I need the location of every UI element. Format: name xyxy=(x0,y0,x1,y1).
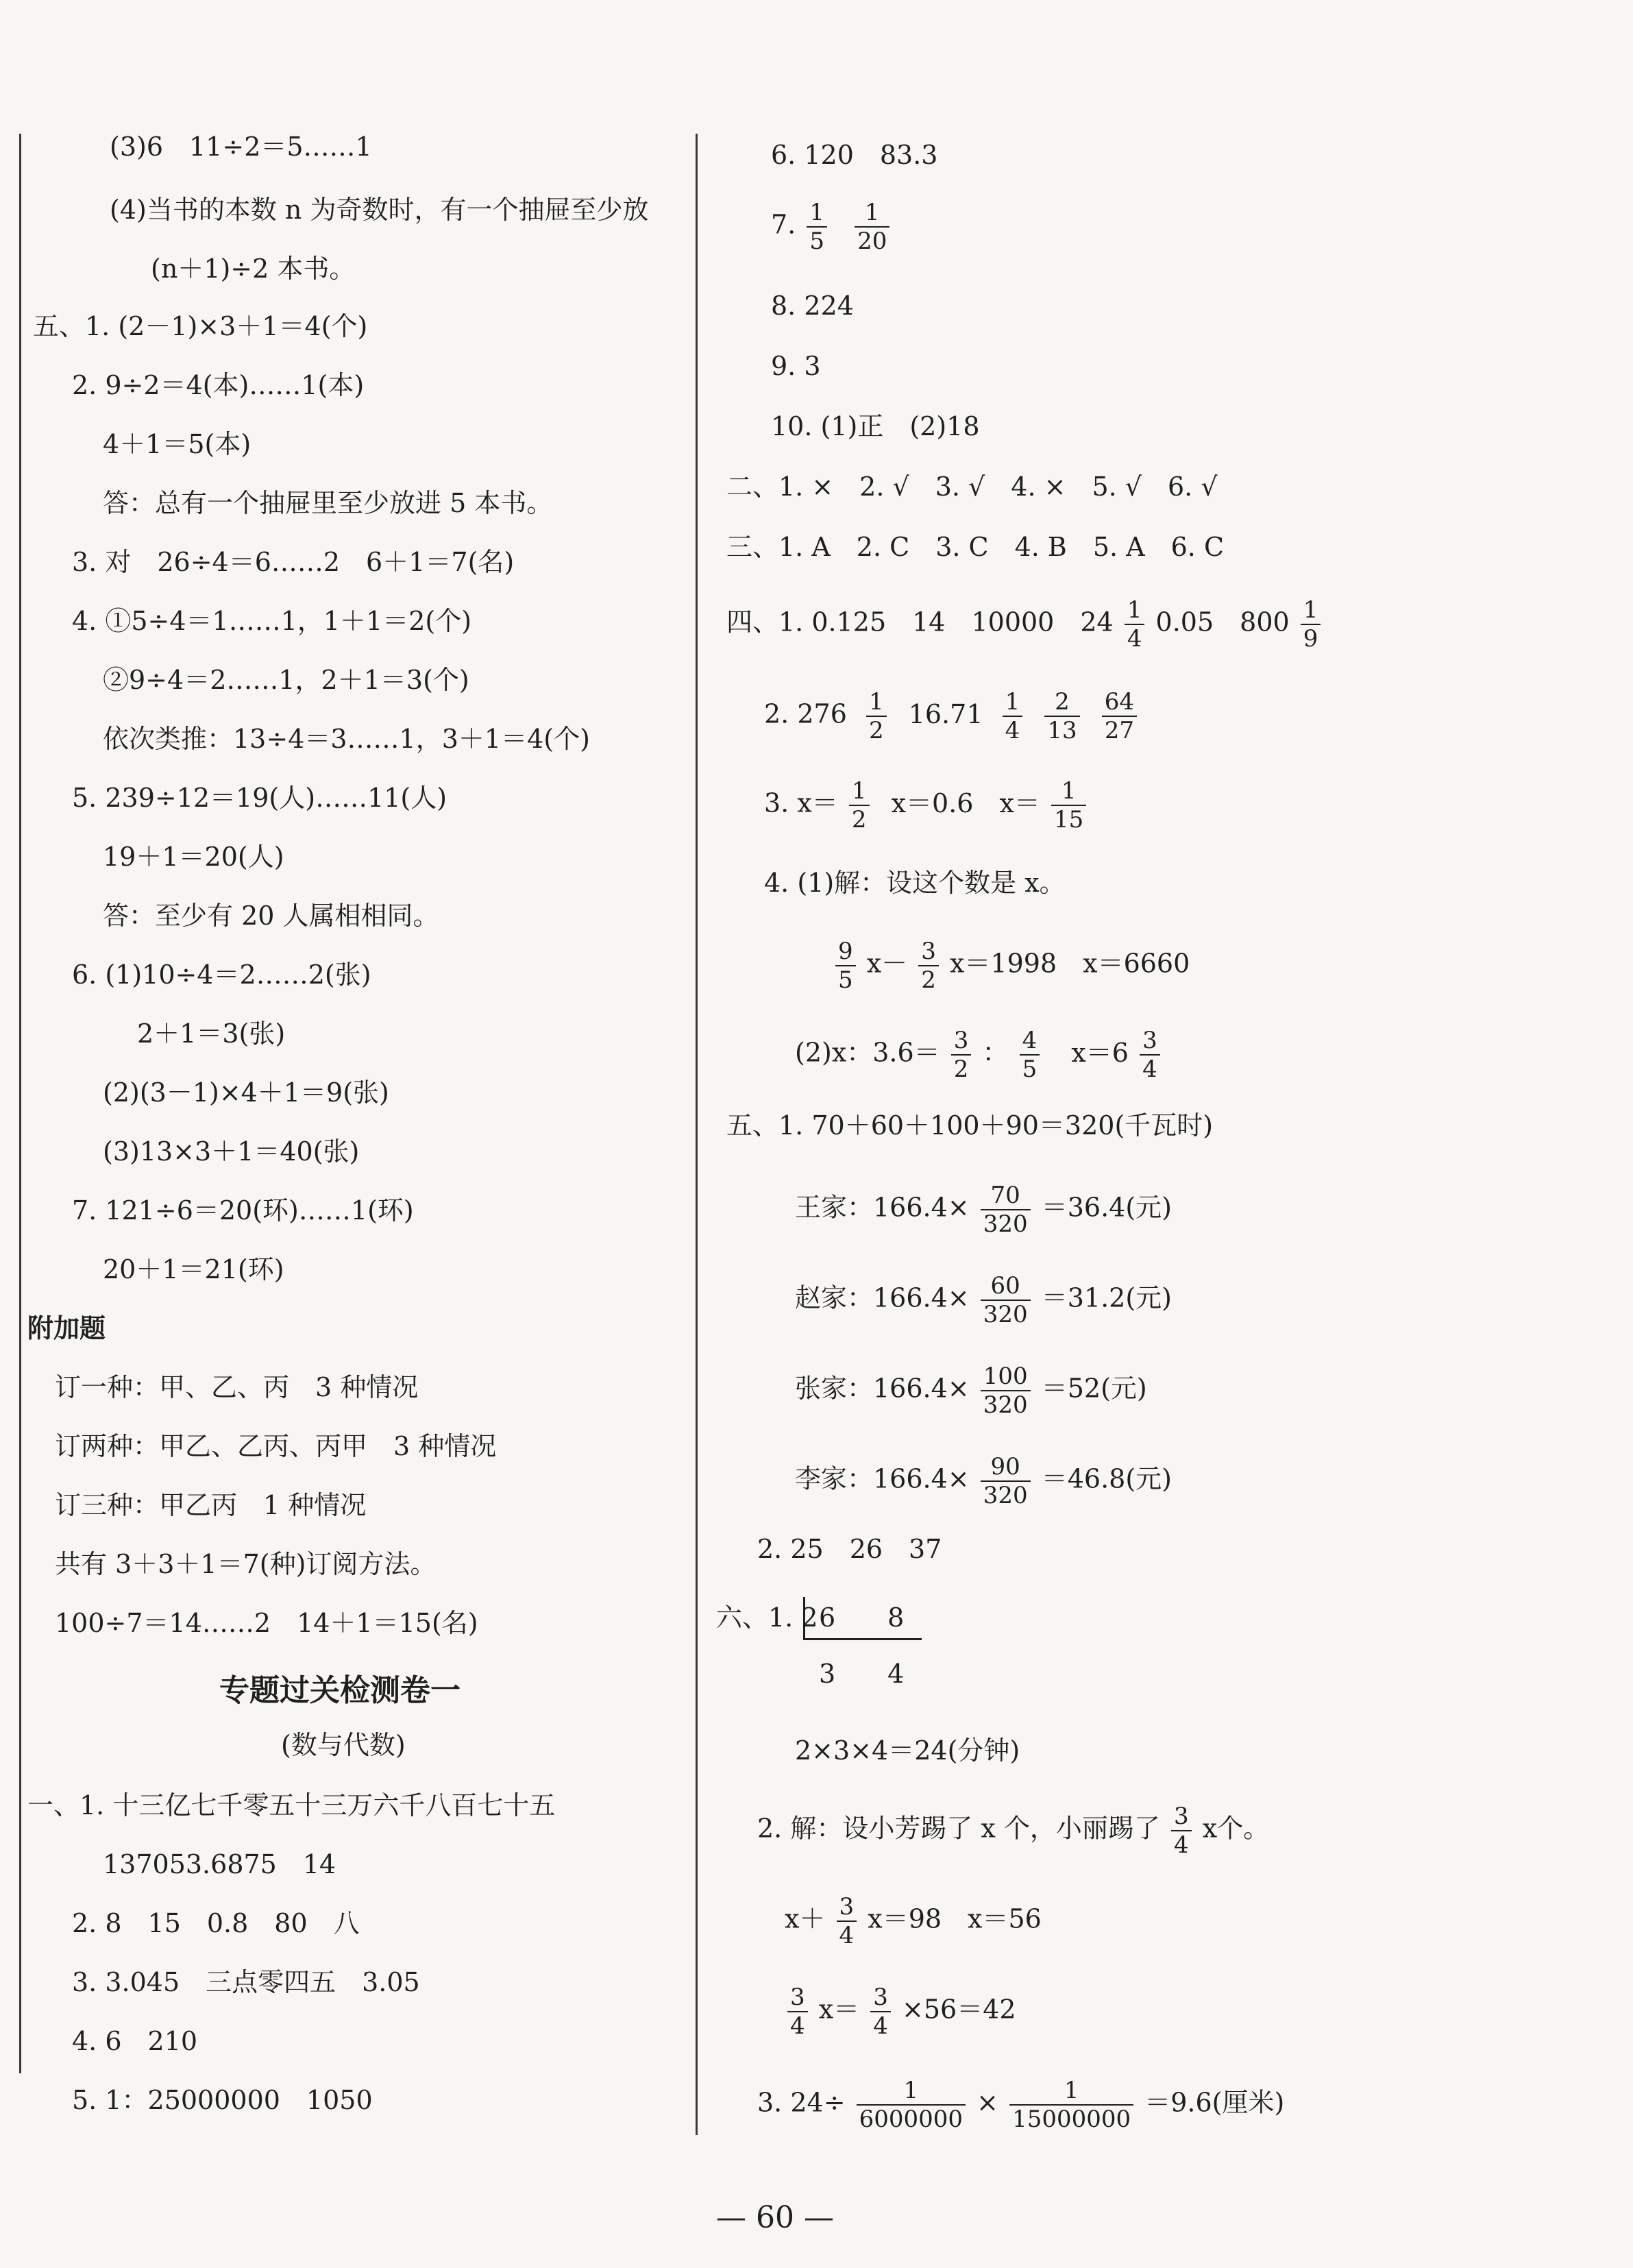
fraction: $\frac{3}{4}$ xyxy=(787,1984,808,2040)
text: 张家：166.4× xyxy=(795,1373,970,1404)
text: 3. 24÷ xyxy=(757,2087,846,2118)
fraction: $\frac{1}{20}$ xyxy=(855,199,889,255)
answer-line: 订两种：甲乙、乙丙、丙甲 3 种情况 xyxy=(55,1431,497,1461)
answer-line-fraction xyxy=(757,1803,1269,1859)
text: ： xyxy=(982,1037,1009,1068)
answer-line: (2)(3－1)×4＋1＝9(张) xyxy=(103,1077,389,1108)
fraction: $\frac{3}{4}$ xyxy=(1140,1027,1160,1083)
fraction: $\frac{1}{9}$ xyxy=(1301,596,1321,653)
answer-line: ②9÷4＝2……1，2＋1＝3(个) xyxy=(103,665,469,695)
section-title: 专题过关检测卷一 xyxy=(219,1673,461,1708)
answer-line: 4. ①5÷4＝1……1，1＋1＝2(个) xyxy=(72,606,472,636)
answer-line-fraction xyxy=(771,199,892,255)
answer-line: (3)6 11÷2＝5……1 xyxy=(110,132,372,162)
fraction: $\frac{3}{2}$ xyxy=(918,938,939,994)
fraction: $\frac{1}{4}$ xyxy=(1003,688,1023,744)
fraction: $\frac{1}{2}$ xyxy=(849,777,870,833)
answer-line: 2＋1＝3(张) xyxy=(137,1019,286,1049)
answer-line-fraction xyxy=(764,777,1089,833)
fraction: $\frac{64}{27}$ xyxy=(1102,688,1137,744)
text: x＝98 x＝56 xyxy=(868,1903,1042,1934)
text: x＝1998 x＝6660 xyxy=(950,948,1190,979)
fraction: $\frac{100}{320}$ xyxy=(981,1363,1031,1419)
answer-line: 答：至少有 20 人属相相同。 xyxy=(103,901,439,931)
answer-line-fraction xyxy=(833,938,1190,994)
answer-line: 4. (1)解：设这个数是 x。 xyxy=(764,868,1066,898)
item-label: 7. xyxy=(771,209,796,240)
answer-line: 三、1. A 2. C 3. C 4. B 5. A 6. C xyxy=(726,532,1225,562)
text: ＝36.4(元) xyxy=(1041,1192,1172,1223)
answer-line: 100÷7＝14……2 14＋1＝15(名) xyxy=(55,1608,478,1638)
text: ＝46.8(元) xyxy=(1041,1463,1172,1494)
section-subtitle: (数与代数) xyxy=(281,1730,406,1760)
answer-line: 2. 25 26 37 xyxy=(757,1534,942,1564)
answer-line: 2. 8 15 0.8 80 八 xyxy=(72,1908,360,1938)
answer-line: 2×3×4＝24(分钟) xyxy=(795,1735,1020,1766)
answer-line: 2. 9÷2＝4(本)……1(本) xyxy=(72,370,365,400)
text: 3. x＝ xyxy=(764,788,838,818)
answer-line: 4＋1＝5(本) xyxy=(103,429,251,459)
answer-line: 3. 3.045 三点零四五 3.05 xyxy=(72,1967,420,1997)
answer-line: 7. 121÷6＝20(环)……1(环) xyxy=(72,1195,414,1226)
text: ＝52(元) xyxy=(1041,1373,1147,1404)
answer-line: (4)当书的本数 n 为奇数时，有一个抽屉至少放 xyxy=(110,195,649,225)
text: 2. 解：设小芳踢了 x 个，小丽踢了 xyxy=(757,1813,1160,1844)
answer-line: 共有 3＋3＋1＝7(种)订阅方法。 xyxy=(55,1549,437,1579)
answer-line: 3. 对 26÷4＝6……2 6＋1＝7(名) xyxy=(72,547,515,577)
text: ＝31.2(元) xyxy=(1041,1282,1172,1313)
text: (2)x：3.6＝ xyxy=(795,1037,940,1068)
answer-line-fraction xyxy=(764,688,1140,744)
answer-line: 依次类推：13÷4＝3……1，3＋1＝4(个) xyxy=(103,724,590,754)
text: x＝6 xyxy=(1071,1037,1129,1068)
fraction: $\frac{9}{5}$ xyxy=(835,938,856,994)
text: 0.05 800 xyxy=(1155,607,1290,637)
fraction: $\frac{3}{4}$ xyxy=(870,1984,891,2040)
answer-line-fraction xyxy=(757,2077,1284,2133)
answer-line: 答：总有一个抽屉里至少放进 5 本书。 xyxy=(103,488,553,518)
answer-line: 20＋1＝21(环) xyxy=(103,1254,284,1284)
text: x＝ xyxy=(818,1994,860,2025)
fraction: $\frac{1}{6000000}$ xyxy=(857,2077,966,2133)
fraction: $\frac{3}{4}$ xyxy=(1171,1803,1192,1859)
answer-line: 6. (1)10÷4＝2……2(张) xyxy=(72,960,371,990)
fraction: $\frac{1}{15}$ xyxy=(1051,777,1086,833)
answer-line: 19＋1＝20(人) xyxy=(103,842,284,872)
answer-line: 五、1. (2－1)×3＋1＝4(个) xyxy=(33,311,368,341)
fraction: $\frac{60}{320}$ xyxy=(981,1272,1031,1328)
fraction: $\frac{1}{5}$ xyxy=(807,199,827,255)
answer-line: 8. 224 xyxy=(771,291,854,321)
answer-line-fraction xyxy=(795,1272,1172,1328)
answer-line: (n＋1)÷2 本书。 xyxy=(151,254,356,284)
text: 2. 276 xyxy=(764,698,847,729)
text: 赵家：166.4× xyxy=(795,1282,970,1313)
division-label: 六、1. 2 xyxy=(716,1602,818,1633)
answer-line-fraction xyxy=(785,1893,1042,1949)
fraction: $\frac{1}{15000000}$ xyxy=(1009,2077,1133,2133)
answer-line: 订三种：甲乙丙 1 种情况 xyxy=(55,1490,367,1520)
division-quotient: 3 4 xyxy=(819,1659,905,1689)
text: x＝0.6 x＝ xyxy=(891,788,1040,818)
answer-line-fraction xyxy=(795,1453,1172,1509)
text: 四、1. 0.125 14 10000 24 xyxy=(726,607,1114,637)
bonus-heading: 附加题 xyxy=(27,1313,106,1343)
text: ＝9.6(厘米) xyxy=(1144,2087,1285,2118)
fraction: $\frac{90}{320}$ xyxy=(981,1453,1031,1509)
text: × xyxy=(977,2087,998,2118)
division-dividend: 6 8 xyxy=(819,1602,905,1633)
text: x个。 xyxy=(1202,1813,1270,1844)
answer-line: 5. 239÷12＝19(人)……11(人) xyxy=(72,783,447,813)
fraction: $\frac{3}{4}$ xyxy=(837,1893,857,1949)
answer-line-fraction xyxy=(795,1027,1163,1083)
text: x－ xyxy=(866,948,908,979)
answer-line-fraction xyxy=(726,596,1323,653)
text: 李家：166.4× xyxy=(795,1463,970,1494)
answer-line-fraction xyxy=(795,1363,1147,1419)
fraction: $\frac{70}{320}$ xyxy=(981,1182,1031,1238)
text: ×56＝42 xyxy=(902,1994,1016,2025)
answer-line: 5. 1：25000000 1050 xyxy=(72,2085,373,2115)
fraction: $\frac{4}{5}$ xyxy=(1020,1027,1040,1083)
answer-line: 一、1. 十三亿七千零五十三万六千八百七十五 xyxy=(27,1790,556,1820)
answer-line-fraction xyxy=(795,1182,1172,1238)
answer-line: 4. 6 210 xyxy=(72,2026,198,2056)
answer-line: 二、1. × 2. √ 3. √ 4. × 5. √ 6. √ xyxy=(726,472,1218,502)
fraction: $\frac{3}{2}$ xyxy=(951,1027,972,1083)
left-margin-rule xyxy=(19,134,21,2073)
text: 王家：166.4× xyxy=(795,1192,970,1223)
fraction: $\frac{1}{4}$ xyxy=(1125,596,1145,653)
answer-line: 五、1. 70＋60＋100＋90＝320(千瓦时) xyxy=(726,1110,1214,1141)
answer-line: 订一种：甲、乙、丙 3 种情况 xyxy=(55,1372,419,1402)
fraction: $\frac{1}{2}$ xyxy=(866,688,887,744)
answer-line: (3)13×3＋1＝40(张) xyxy=(103,1136,360,1167)
page-number: — 60 — xyxy=(716,2200,834,2235)
answer-line: 6. 120 83.3 xyxy=(771,140,938,170)
answer-line: 137053.6875 14 xyxy=(103,1849,336,1879)
text: x＋ xyxy=(785,1903,826,1934)
answer-line: 10. (1)正 (2)18 xyxy=(771,411,980,441)
fraction: $\frac{2}{13}$ xyxy=(1044,688,1079,744)
answer-line-fraction xyxy=(785,1984,1016,2040)
text: 16.71 xyxy=(908,698,983,729)
answer-line: 9. 3 xyxy=(771,351,821,381)
column-divider xyxy=(696,134,698,2135)
